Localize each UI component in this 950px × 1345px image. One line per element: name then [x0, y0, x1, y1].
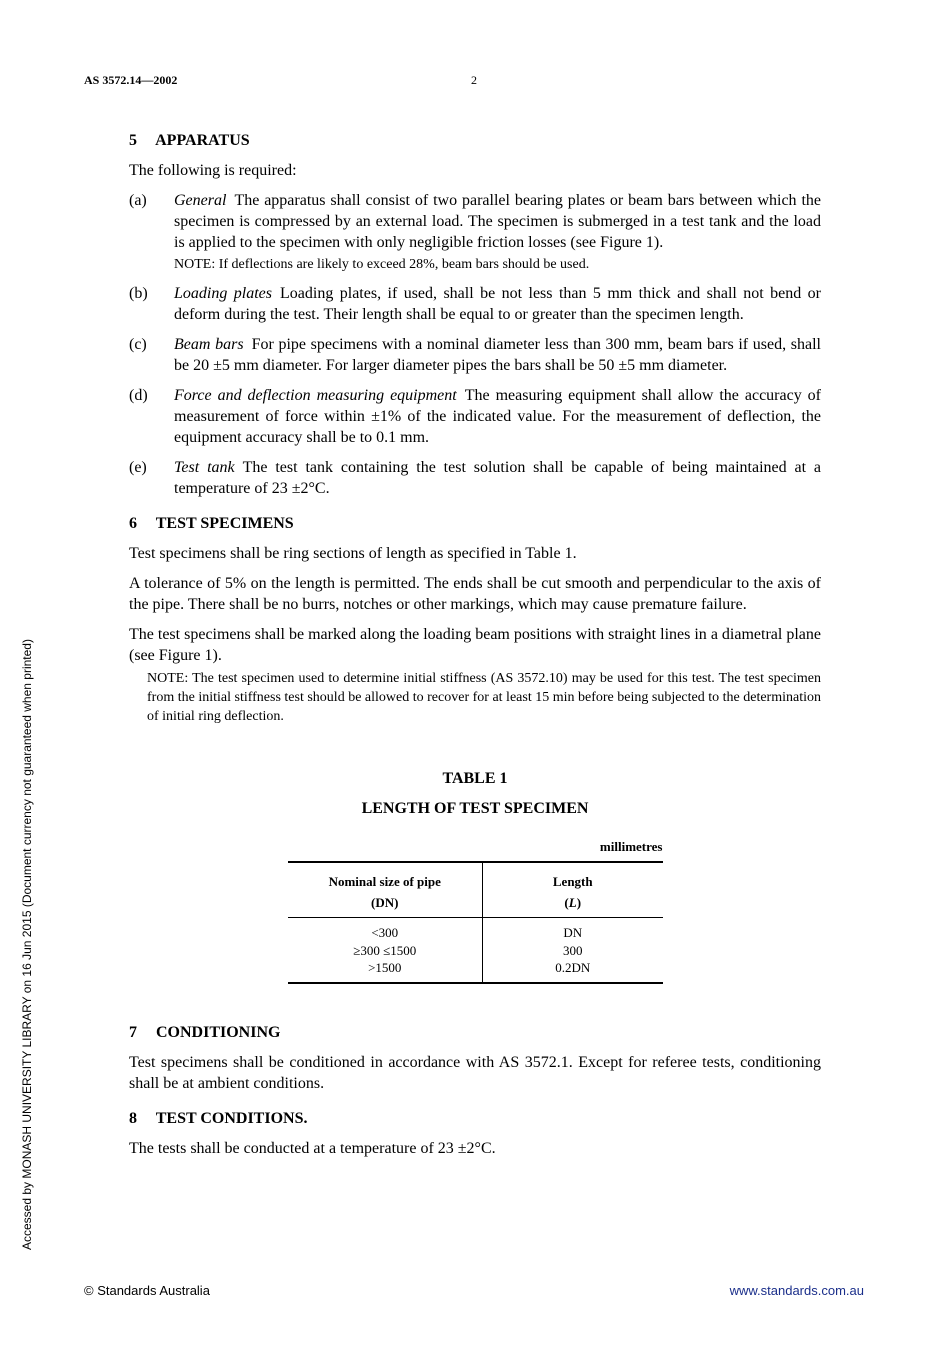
- item-term: Loading plates: [174, 285, 272, 302]
- section-5-intro: The following is required:: [129, 162, 297, 179]
- section-6-paragraph-3: The test specimens shall be marked along the loading beam positions with straight lines in a diametral plane (see Figure 1).: [129, 626, 821, 664]
- column-header-size: Nominal size of pipe (DN): [288, 862, 483, 918]
- item-text: For pipe specimens with a nominal diameter less than 300 mm, beam bars if used, shall be 20 ±5 mm diameter. For larger diameter pipes the bars shall be 50 ±5 mm diameter.: [174, 336, 822, 374]
- section-8-heading: 8 TEST CONDITIONS.: [129, 1109, 308, 1127]
- item-text: Loading plates, if used, shall be not less than 5 mm thick and shall not bend or deform during the test. Their length shall be equal to or greater than the specimen length.: [174, 285, 822, 323]
- apparatus-item-a: (a) General The apparatus shall consist of two parallel bearing plates or beam bars between which the specimen is compressed by an external load. The specimen is submerged in a test tank and the load is applied to the specimen with only negligible friction losses (see Figure 1). NOTE: If deflections are likely to exceed 28%, beam bars should be used.: [129, 192, 821, 272]
- item-term: Test tank: [174, 459, 235, 476]
- item-term: Beam bars: [174, 336, 244, 353]
- table-label: TABLE 1: [442, 770, 508, 787]
- item-text: The apparatus shall consist of two parallel bearing plates or beam bars between which the specimen is compressed by an external load. The specimen is submerged in a test tank and the load is applied to the specimen with only negligible friction losses (see Figure 1).: [174, 192, 821, 251]
- section-7-heading: 7 CONDITIONING: [129, 1023, 281, 1041]
- footer-website-link[interactable]: www.standards.com.au: [729, 1283, 864, 1298]
- table-1-title: [129, 764, 821, 824]
- item-term: Force and deflection measuring equipment: [174, 387, 457, 404]
- access-watermark: Accessed by MONASH UNIVERSITY LIBRARY on 16 Jun 2015 (Document currency not guaranteed when printed): [20, 639, 34, 1250]
- section-7-paragraph: Test specimens shall be conditioned in accordance with AS 3572.1. Except for referee tests, conditioning shall be at ambient conditions.: [129, 1053, 821, 1092]
- item-text: The test tank containing the test solution shall be capable of being maintained at a temperature of 23 ±2°C.: [174, 459, 822, 497]
- item-note: NOTE: If deflections are likely to exceed 28%, beam bars should be used.: [174, 257, 590, 272]
- document-id: AS 3572.14—2002: [84, 73, 178, 87]
- section-5-heading: 5 APPARATUS: [129, 132, 250, 149]
- page-number: 2: [471, 73, 477, 87]
- specimen-length-table: [288, 861, 663, 984]
- section-6-note: NOTE: The test specimen used to determine initial stiffness (AS 3572.10) may be used for this test. The test specimen from the initial stiffness test should be allowed to recover for at least 15 min before being subjected to the determination of initial ring deflection.: [147, 671, 821, 724]
- apparatus-item-c: (c) Beam bars For pipe specimens with a nominal diameter less than 300 mm, beam bars if used, shall be 20 ±5 mm diameter. For larger diameter pipes the bars shall be 50 ±5 mm diameter.: [129, 336, 822, 374]
- section-6-paragraph-1: Test specimens shall be ring sections of length as specified in Table 1.: [129, 545, 577, 562]
- item-term: General: [174, 192, 227, 209]
- column-header-length: Length (L): [483, 862, 663, 918]
- table-1: [288, 836, 663, 984]
- section-6-paragraph-2: A tolerance of 5% on the length is permitted. The ends shall be cut smooth and perpendicular to the axis of the pipe. There shall be no burrs, notches or other markings, which may cause premature failure.: [129, 575, 821, 613]
- table-units: millimetres: [599, 839, 663, 854]
- item-text: The measuring equipment shall allow the accuracy of measurement of force within ±1% of the indicated value. For the measurement of deflection, the equipment accuracy shall be to 0.1 mm.: [174, 387, 821, 446]
- footer-copyright: © Standards Australia: [84, 1283, 210, 1298]
- page-body: [129, 126, 821, 1168]
- apparatus-item-b: (b) Loading plates Loading plates, if used, shall be not less than 5 mm thick and shall not bend or deform during the test. Their length shall be equal to or greater than the specimen length.: [129, 285, 822, 323]
- apparatus-item-e: (e) Test tank The test tank containing the test solution shall be capable of being maintained at a temperature of 23 ±2°C.: [129, 459, 822, 497]
- table-row: <300 ≥300 ≤1500 >1500 DN 300 0.2DN: [288, 918, 663, 983]
- table-caption: LENGTH OF TEST SPECIMEN: [361, 800, 589, 817]
- section-8-paragraph: The tests shall be conducted at a temperature of 23 ±2°C.: [129, 1139, 496, 1157]
- section-6-heading: 6 TEST SPECIMENS: [129, 515, 294, 532]
- apparatus-item-d: (d) Force and deflection measuring equipment The measuring equipment shall allow the accuracy of measurement of force within ±1% of the indicated value. For the measurement of deflection, the equipment accuracy shall be to 0.1 mm.: [129, 387, 821, 446]
